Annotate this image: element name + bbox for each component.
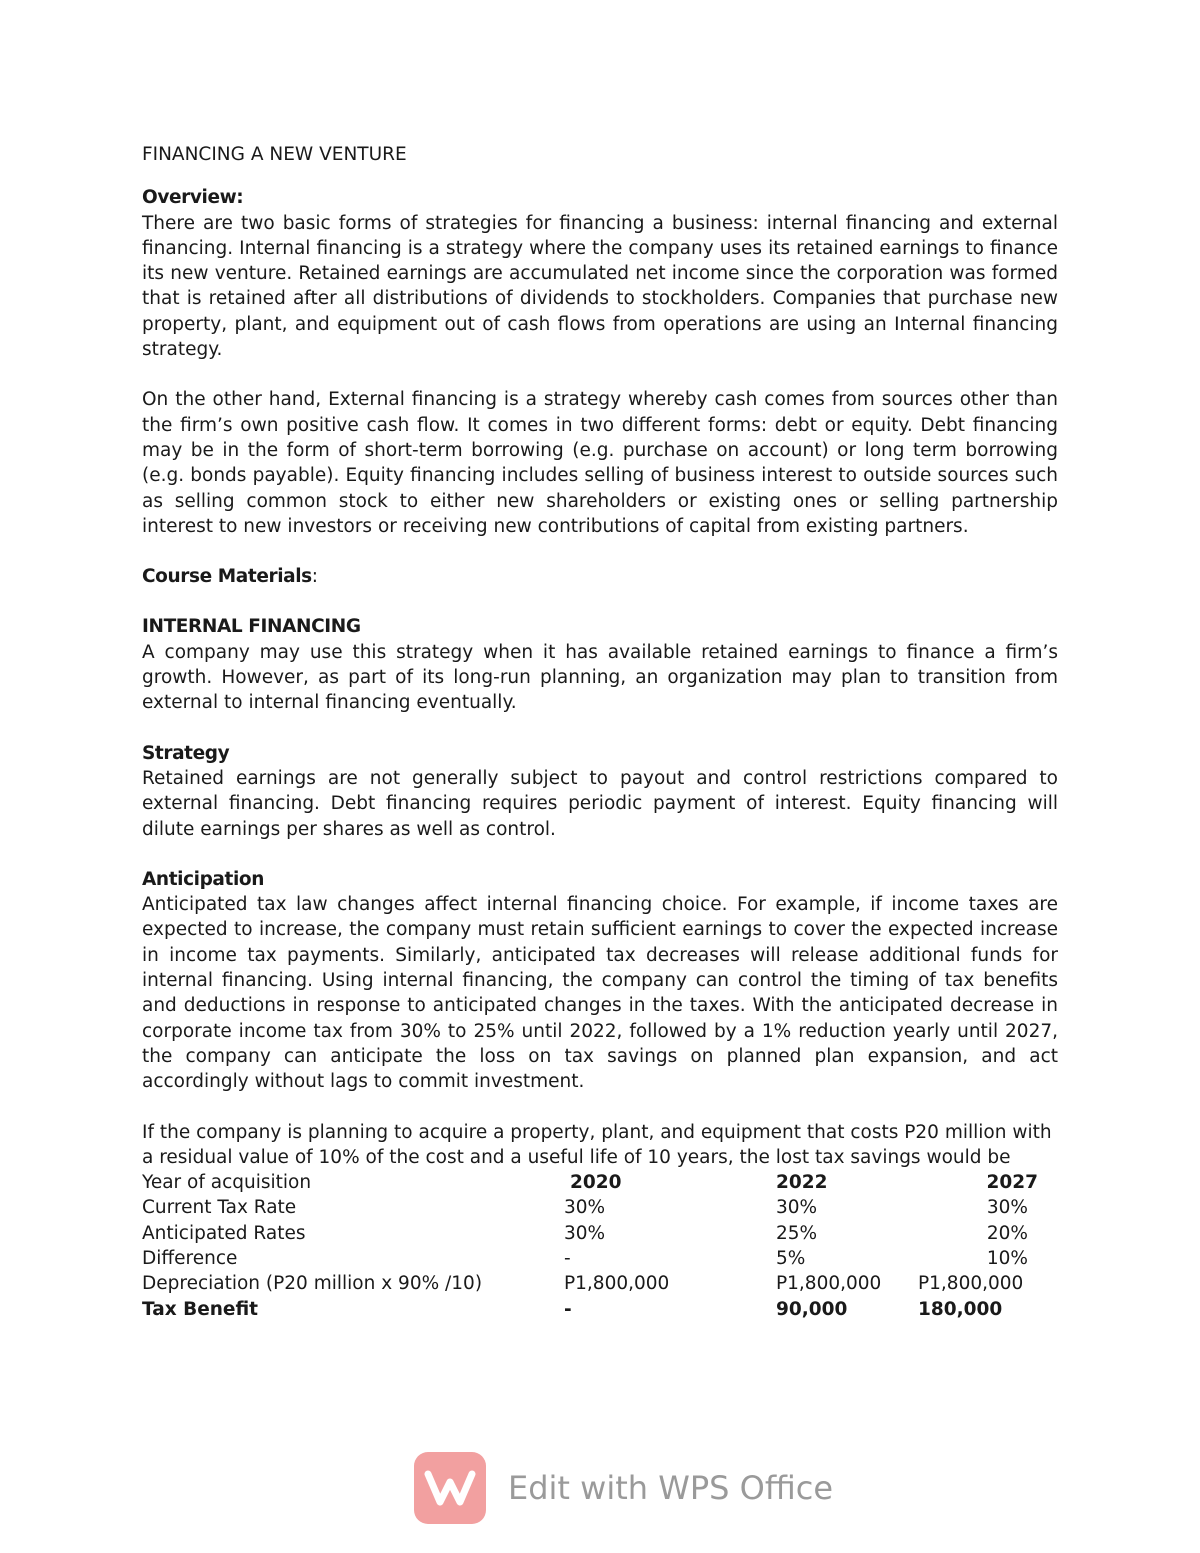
tax-benefit-table xyxy=(142,1170,1058,1322)
table-row xyxy=(142,1271,1058,1296)
table-header-row xyxy=(142,1170,1058,1195)
acquisition-paragraph: If the company is planning to acquire a property, plant, and equipment that costs P20 million with a residual value of 10% of the cost and a useful life of 10 years, the lost tax savings would be xyxy=(142,1121,1052,1168)
overview-paragraph-2: On the other hand, External financing is a strategy whereby cash comes from sources other than the firm’s own positive cash flow. It comes in two different forms: debt or equity. Debt financing may be in the form of short-term borrowing (e.g. purchase on account) or long term borrowing (e.g. bonds payable). Equity financing includes selling of business interest to outside sources such as selling common stock to either new shareholders or existing ones or selling partnership interest to new investors or receiving new contributions of capital from existing partners. xyxy=(142,389,1058,537)
table-total-row xyxy=(142,1297,1058,1322)
course-materials-heading: Course Materials: xyxy=(142,566,318,588)
document-title: FINANCING A NEW VENTURE xyxy=(142,144,407,165)
table-row xyxy=(142,1246,1058,1271)
internal-financing-heading: INTERNAL FINANCING xyxy=(142,616,361,638)
table-cell: Difference xyxy=(142,1247,238,1269)
table-cell: P1,800,000 xyxy=(918,1273,1024,1295)
overview-heading: Overview: xyxy=(142,187,244,209)
table-cell: 30% xyxy=(564,1222,606,1244)
anticipation-heading: Anticipation xyxy=(142,868,264,890)
table-cell: Current Tax Rate xyxy=(142,1197,297,1219)
table-cell: 2027 xyxy=(986,1172,1038,1194)
table-cell: P1,800,000 xyxy=(564,1273,670,1295)
table-cell: - xyxy=(564,1298,572,1320)
table-cell: Tax Benefit xyxy=(142,1298,259,1320)
table-cell: 25% xyxy=(776,1222,818,1244)
table-cell: 90,000 xyxy=(776,1298,848,1320)
table-cell: 180,000 xyxy=(918,1298,1003,1320)
table-cell: 10% xyxy=(986,1247,1028,1269)
table-row xyxy=(142,1221,1058,1246)
table-cell: 2020 xyxy=(570,1172,622,1194)
table-cell: 20% xyxy=(986,1222,1028,1244)
strategy-heading: Strategy xyxy=(142,742,230,764)
wps-watermark xyxy=(414,1452,833,1524)
wps-logo-icon xyxy=(414,1452,486,1524)
anticipation-paragraph: Anticipated tax law changes affect internal financing choice. For example, if income taxes are expected to increase, the company must retain sufficient earnings to cover the expected increase in income tax payments. Similarly, anticipated tax decreases will release additional funds for internal financing. Using internal financing, the company can control the timing of tax benefits and deductions in response to anticipated changes in the taxes. With the anticipated decrease in corporate income tax from 30% to 25% until 2022, followed by a 1% reduction yearly until 2027, the company can anticipate the loss on tax savings on planned plan expansion, and act accordingly without lags to commit investment. xyxy=(142,894,1058,1093)
strategy-paragraph: Retained earnings are not generally subject to payout and control restrictions compared to external financing. Debt financing requires periodic payment of interest. Equity financing will dilute earnings per shares as well as control. xyxy=(142,767,1058,840)
table-cell: - xyxy=(564,1247,571,1269)
internal-financing-paragraph: A company may use this strategy when it has available retained earnings to finance a firm’s growth. However, as part of its long-run planning, an organization may plan to transition from external to internal financing eventually. xyxy=(142,641,1058,714)
table-cell: 2022 xyxy=(776,1172,828,1194)
table-row xyxy=(142,1195,1058,1220)
document-page xyxy=(142,142,1058,1322)
table-cell: 30% xyxy=(986,1197,1028,1219)
table-cell: 30% xyxy=(564,1197,606,1219)
table-cell: Anticipated Rates xyxy=(142,1222,306,1244)
table-cell: Year of acquisition xyxy=(142,1172,312,1194)
wps-watermark-text: Edit with WPS Office xyxy=(508,1469,834,1507)
table-cell: Depreciation (P20 million x 90% /10) xyxy=(142,1273,483,1295)
table-cell: 5% xyxy=(776,1247,806,1269)
overview-paragraph-1: There are two basic forms of strategies for financing a business: internal financing and external financing. Internal financing is a strategy where the company uses its retained earnings to finance its new venture. Retained earnings are accumulated net income since the corporation was formed that is retained after all distributions of dividends to stockholders. Companies that purchase new property, plant, and equipment out of cash flows from operations are using an Internal financing strategy. xyxy=(142,212,1058,361)
table-cell: P1,800,000 xyxy=(776,1273,882,1295)
table-cell: 30% xyxy=(776,1197,818,1219)
